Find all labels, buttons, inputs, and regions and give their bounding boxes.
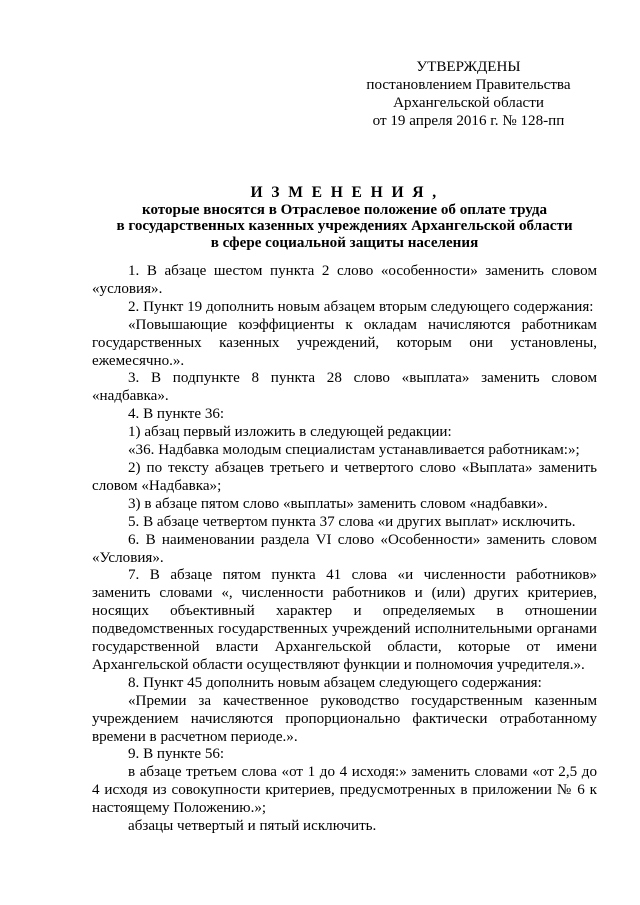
paragraph-item-3: 3. В подпункте 8 пункта 28 слово «выплата» заменить словом «надбавка». [92, 370, 597, 405]
approval-stamp [350, 58, 587, 130]
paragraph-subitem-9-1: в абзаце третьем слова «от 1 до 4 исходя:» заменить словами «от 2,5 до 4 исходя из совокупности критериев, предусмотренных в приложении № 6 к настоящему Положению.»; [92, 764, 597, 817]
title-subtitle-line-1: которые вносятся в Отраслевое положение об оплате труда [141, 201, 548, 218]
paragraph-subitem-4-2: 2) по тексту абзацев третьего и четвертого слово «Выплата» заменить словом «Надбавка»; [92, 459, 597, 494]
document-title [92, 185, 597, 251]
title-subtitle-line-3: в сфере социальной защиты населения [210, 234, 479, 251]
paragraph-item-4: 4. В пункте 36: [128, 406, 225, 423]
paragraph-item-2: 2. Пункт 19 дополнить новым абзацем вторым следующего содержания: [128, 298, 594, 315]
title-main: И З М Е Н Е Н И Я , [250, 184, 439, 201]
approval-heading: УТВЕРЖДЕНЫ [416, 59, 521, 75]
paragraph-item-6: 6. В наименовании раздела VI слово «Особенности» заменить словом «Условия». [92, 531, 597, 566]
paragraph-quote-coefficients: «Повышающие коэффициенты к окладам начисляются работникам государственных казенных учреждений, которым они установлены, ежемесячно.». [92, 316, 597, 369]
paragraph-subitem-4-1: 1) абзац первый изложить в следующей редакции: [128, 424, 452, 441]
approval-line-resolution: постановлением Правительства [366, 77, 571, 93]
paragraph-quote-36: «36. Надбавка молодым специалистам устанавливается работникам:»; [128, 442, 580, 459]
approval-line-region: Архангельской области [393, 95, 544, 111]
paragraph-item-1: 1. В абзаце шестом пункта 2 слово «особенности» заменить словом «условия». [92, 263, 597, 297]
paragraph-item-7: 7. В абзаце пятом пункта 41 слова «и численности работников» заменить словами «, численности работников и (или) других критериев, носящих объективный характер и определяемых в отношении подведомственных государственных учреждений исполнительными органами государственной власти Архангельской области, которые от имени Архангельской области осуществляют функции и полномочия учредителя.». [92, 567, 597, 673]
paragraph-item-8: 8. Пункт 45 дополнить новым абзацем следующего содержания: [128, 674, 542, 691]
title-subtitle-line-2: в государственных казенных учреждениях Архангельской области [116, 218, 573, 235]
paragraph-quote-premium: «Премии за качественное руководство государственным казенным учреждением начисляются пропорционально фактически отработанному времени в расчетном периоде.». [92, 692, 597, 745]
document-body [92, 263, 597, 836]
approval-line-date: от 19 апреля 2016 г. № 128-пп [372, 113, 565, 129]
paragraph-item-9: 9. В пункте 56: [128, 746, 225, 763]
paragraph-subitem-4-3: 3) в абзаце пятом слово «выплаты» заменить словом «надбавки». [128, 495, 548, 512]
paragraph-subitem-9-2: абзацы четвертый и пятый исключить. [128, 818, 377, 835]
paragraph-item-5: 5. В абзаце четвертом пункта 37 слова «и других выплат» исключить. [128, 513, 576, 530]
